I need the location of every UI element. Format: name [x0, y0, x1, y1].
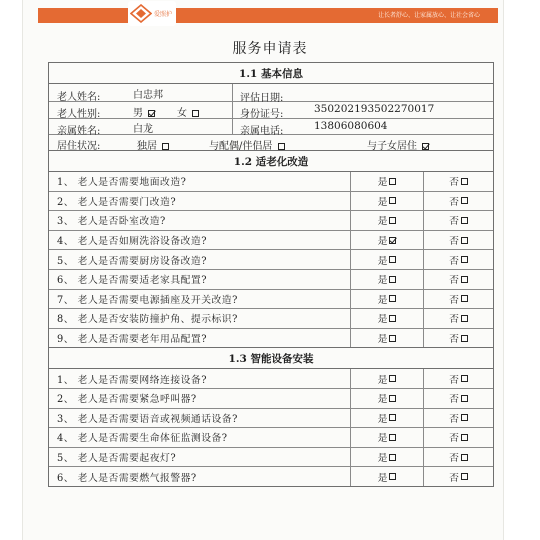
adaptation-no-checkbox[interactable] [461, 197, 468, 204]
adaptation-answer-yes[interactable] [350, 211, 423, 230]
adaptation-row [49, 309, 493, 329]
adaptation-row [49, 192, 493, 212]
answer-no-label: 否 [449, 177, 459, 189]
family-name-label: 亲属姓名: [57, 126, 101, 137]
answer-no-label: 否 [449, 374, 459, 386]
adaptation-question-text: 4、 老人是否如厕洗浴设备改造? [57, 236, 207, 248]
living-spouse-checkbox[interactable] [278, 143, 285, 150]
adaptation-no-checkbox[interactable] [461, 335, 468, 342]
section-header-smart: 1.3 智能设备安装 [49, 348, 493, 369]
adaptation-question-text: 2、 老人是否需要门改造? [57, 196, 177, 208]
family-phone-value: 13806080604 [314, 120, 388, 132]
adaptation-answer-yes[interactable] [350, 270, 423, 289]
smart-device-row [49, 409, 493, 429]
living-spouse-option[interactable] [209, 137, 285, 152]
adaptation-answer-no[interactable] [423, 270, 493, 289]
grid-line [232, 84, 233, 134]
adaptation-yes-checkbox[interactable] [389, 256, 396, 263]
adaptation-answer-no[interactable] [423, 290, 493, 309]
id-number-label: 身份证号: [240, 109, 284, 120]
answer-yes-label: 是 [377, 236, 388, 248]
adaptation-answer-yes[interactable] [350, 290, 423, 309]
smart-device-row [49, 448, 493, 468]
answer-yes-label: 是 [377, 196, 388, 208]
smart-device-answer-no[interactable] [423, 428, 493, 447]
answer-no-label: 否 [449, 216, 459, 228]
adaptation-yes-checkbox[interactable] [389, 315, 396, 322]
smart-device-answer-no[interactable] [423, 448, 493, 467]
smart-device-question-text: 1、 老人是否需要网络连接设备? [57, 374, 207, 386]
adaptation-no-checkbox[interactable] [461, 237, 468, 244]
smart-device-row [49, 428, 493, 448]
answer-yes-label: 是 [377, 275, 388, 287]
smart-device-yes-checkbox[interactable] [389, 434, 396, 441]
adaptation-answer-yes[interactable] [350, 250, 423, 269]
adaptation-row [49, 329, 493, 348]
smart-device-yes-checkbox[interactable] [389, 473, 396, 480]
section-header-adaptation: 1.2 适老化改造 [49, 151, 493, 172]
adaptation-yes-checkbox[interactable] [389, 335, 396, 342]
elder-name-label: 老人姓名: [57, 92, 101, 103]
smart-device-question-text: 6、 老人是否需要燃气报警器? [57, 472, 197, 484]
smart-device-row [49, 467, 493, 486]
smart-device-answer-yes[interactable] [350, 467, 423, 486]
adaptation-no-checkbox[interactable] [461, 256, 468, 263]
form-title: 服务申请表 [232, 41, 308, 57]
living-alone-label: 独居 [137, 141, 157, 152]
smart-device-no-checkbox[interactable] [461, 414, 468, 421]
smart-device-question-list [49, 369, 493, 486]
adaptation-question-text: 6、 老人是否需要适老家具配置? [57, 275, 207, 287]
answer-yes-label: 是 [377, 334, 388, 346]
answer-no-label: 否 [449, 294, 459, 306]
adaptation-yes-checkbox[interactable] [389, 178, 396, 185]
basic-info-grid [49, 84, 493, 151]
smart-device-no-checkbox[interactable] [461, 395, 468, 402]
answer-yes-label: 是 [377, 433, 388, 445]
smart-device-answer-yes[interactable] [350, 428, 423, 447]
header-banner [38, 8, 498, 23]
living-children-checkbox[interactable] [422, 143, 429, 150]
living-status-label: 居住状况: [57, 141, 101, 152]
adaptation-no-checkbox[interactable] [461, 178, 468, 185]
adaptation-row [49, 231, 493, 251]
smart-device-row [49, 389, 493, 409]
adaptation-answer-yes[interactable] [350, 172, 423, 191]
smart-device-answer-no[interactable] [423, 369, 493, 388]
living-children-label: 与子女居住 [367, 141, 417, 152]
adaptation-yes-checkbox[interactable] [389, 237, 396, 244]
adaptation-question-list [49, 172, 493, 348]
adaptation-answer-no[interactable] [423, 192, 493, 211]
answer-no-label: 否 [449, 433, 459, 445]
header-tagline: 让长者舒心、让家属放心、让社会省心 [377, 12, 480, 19]
adaptation-answer-no[interactable] [423, 250, 493, 269]
answer-no-label: 否 [449, 394, 459, 406]
answer-yes-label: 是 [377, 177, 388, 189]
adaptation-row [49, 270, 493, 290]
adaptation-question-text: 3、 老人是否卧室改造? [57, 216, 166, 228]
gender-female-option[interactable] [177, 104, 199, 119]
smart-device-no-checkbox[interactable] [461, 434, 468, 441]
answer-yes-label: 是 [377, 472, 388, 484]
adaptation-question-text: 5、 老人是否需要厨房设备改造? [57, 255, 207, 267]
adaptation-row [49, 172, 493, 192]
smart-device-question-text: 2、 老人是否需要紧急呼叫器? [57, 394, 197, 406]
answer-yes-label: 是 [377, 374, 388, 386]
adaptation-yes-checkbox[interactable] [389, 217, 396, 224]
id-number-value: 350202193502270017 [314, 103, 435, 115]
adaptation-answer-yes[interactable] [350, 192, 423, 211]
answer-yes-label: 是 [377, 413, 388, 425]
adaptation-question-text: 9、 老人是否需要老年用品配置? [57, 334, 207, 346]
answer-no-label: 否 [449, 275, 459, 287]
brand-logo [128, 1, 176, 26]
answer-yes-label: 是 [377, 216, 388, 228]
adaptation-answer-yes[interactable] [350, 329, 423, 348]
adaptation-row [49, 250, 493, 270]
adaptation-row [49, 290, 493, 310]
adaptation-yes-checkbox[interactable] [389, 197, 396, 204]
answer-no-label: 否 [449, 196, 459, 208]
adaptation-question-text: 8、 老人是否安装防撞护角、提示标识? [57, 314, 238, 326]
adaptation-row [49, 211, 493, 231]
gender-male-option[interactable] [133, 104, 155, 119]
smart-device-yes-checkbox[interactable] [389, 395, 396, 402]
smart-device-answer-no[interactable] [423, 389, 493, 408]
answer-yes-label: 是 [377, 294, 388, 306]
adaptation-answer-yes[interactable] [350, 231, 423, 250]
adaptation-question-text: 1、 老人是否需要地面改造? [57, 177, 187, 189]
adaptation-answer-yes[interactable] [350, 309, 423, 328]
adaptation-no-checkbox[interactable] [461, 295, 468, 302]
smart-device-yes-checkbox[interactable] [389, 414, 396, 421]
gender-male-label: 男 [133, 108, 143, 119]
gender-female-label: 女 [177, 108, 187, 119]
living-children-option[interactable] [367, 137, 429, 152]
adaptation-question-text: 7、 老人是否需要电源插座及开关改造? [57, 294, 238, 306]
smart-device-answer-yes[interactable] [350, 448, 423, 467]
smart-device-yes-checkbox[interactable] [389, 454, 396, 461]
smart-device-no-checkbox[interactable] [461, 473, 468, 480]
answer-no-label: 否 [449, 472, 459, 484]
smart-device-no-checkbox[interactable] [461, 375, 468, 382]
elder-name-value: 白忠邦 [133, 90, 163, 101]
smart-device-answer-no[interactable] [423, 467, 493, 486]
adaptation-answer-no[interactable] [423, 172, 493, 191]
smart-device-answer-no[interactable] [423, 409, 493, 428]
answer-yes-label: 是 [377, 314, 388, 326]
smart-device-answer-yes[interactable] [350, 389, 423, 408]
adaptation-no-checkbox[interactable] [461, 315, 468, 322]
gender-male-checkbox[interactable] [148, 110, 155, 117]
smart-device-question-text: 3、 老人是否需要语音或视频通话设备? [57, 413, 238, 425]
adaptation-yes-checkbox[interactable] [389, 295, 396, 302]
living-spouse-label: 与配偶/伴侣居 [209, 141, 273, 152]
family-name-value: 白龙 [133, 124, 153, 135]
adaptation-answer-no[interactable] [423, 231, 493, 250]
answer-yes-label: 是 [377, 453, 388, 465]
adaptation-answer-no[interactable] [423, 309, 493, 328]
adaptation-no-checkbox[interactable] [461, 276, 468, 283]
living-alone-checkbox[interactable] [162, 143, 169, 150]
application-form [48, 62, 494, 487]
elder-gender-label: 老人性别: [57, 109, 101, 120]
smart-device-question-text: 5、 老人是否需要起夜灯? [57, 453, 177, 465]
smart-device-answer-yes[interactable] [350, 409, 423, 428]
answer-no-label: 否 [449, 334, 459, 346]
smart-device-answer-yes[interactable] [350, 369, 423, 388]
logo-icon [130, 4, 152, 23]
answer-no-label: 否 [449, 236, 459, 248]
adaptation-no-checkbox[interactable] [461, 217, 468, 224]
adaptation-answer-no[interactable] [423, 329, 493, 348]
smart-device-row [49, 369, 493, 389]
section-header-basic: 1.1 基本信息 [49, 63, 493, 84]
adaptation-answer-no[interactable] [423, 211, 493, 230]
answer-yes-label: 是 [377, 255, 388, 267]
answer-no-label: 否 [449, 255, 459, 267]
gender-female-checkbox[interactable] [192, 110, 199, 117]
brand-name: 爱照护 [154, 11, 173, 18]
family-phone-label: 亲属电话: [240, 126, 284, 137]
smart-device-question-text: 4、 老人是否需要生命体征监测设备? [57, 433, 228, 445]
eval-date-label: 评估日期: [240, 93, 284, 104]
smart-device-no-checkbox[interactable] [461, 454, 468, 461]
living-alone-option[interactable] [137, 137, 169, 152]
answer-yes-label: 是 [377, 394, 388, 406]
answer-no-label: 否 [449, 453, 459, 465]
answer-no-label: 否 [449, 413, 459, 425]
smart-device-yes-checkbox[interactable] [389, 375, 396, 382]
adaptation-yes-checkbox[interactable] [389, 276, 396, 283]
answer-no-label: 否 [449, 314, 459, 326]
